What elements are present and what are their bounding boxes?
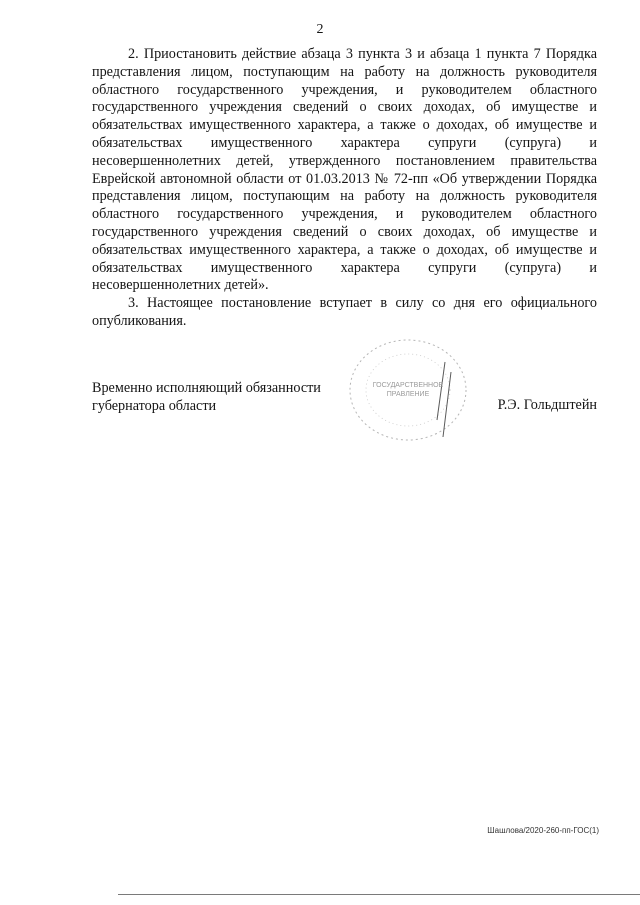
bottom-divider [118, 894, 640, 895]
signer-title-line2: губернатора области [92, 397, 217, 414]
signer-title-line1: Временно исполняющий обязанности [92, 380, 321, 396]
document-body [92, 46, 597, 331]
seal-text-line2: ПРАВЛЕНИЕ [386, 391, 430, 398]
signature-block [92, 380, 597, 440]
document-code: Шашлова/2020-260-пп-ГОС(1) [487, 826, 599, 835]
paragraph-2: 2. Приостановить действие абзаца 3 пункта 3 и абзаца 1 пункта 7 Порядка представления лицом, поступающим на работу на должность руководителя областного государственного учреждения, и руководителем областного государственного учреждения сведений о своих доходах, об имуществе и обязательствах имущественного характера, а также о доходах, об имуществе и обязательствах имущественного характера супруги (супруга) и несовершеннолетних детей, утвержденного постановлением правительства Еврейской автономной области от 01.03.2013 № 72-пп «Об утверждении Порядка представления лицом, поступающим на работу на должность руководителя областного государственного учреждения, и руководителем областного государственного учреждения сведений о своих доходах, об имуществе и обязательствах имущественного характера, а также о доходах, об имуществе и обязательствах имущественного характера супруги (супруга) и несовершеннолетних детей». [92, 46, 597, 294]
paragraph-3: 3. Настоящее постановление вступает в силу со дня его официального опубликования. [92, 295, 597, 329]
page-number: 2 [316, 22, 324, 37]
seal-text-line1: ГОСУДАРСТВЕННОЕ [372, 382, 444, 389]
signer-name: Р.Э. Гольдштейн [497, 397, 597, 413]
